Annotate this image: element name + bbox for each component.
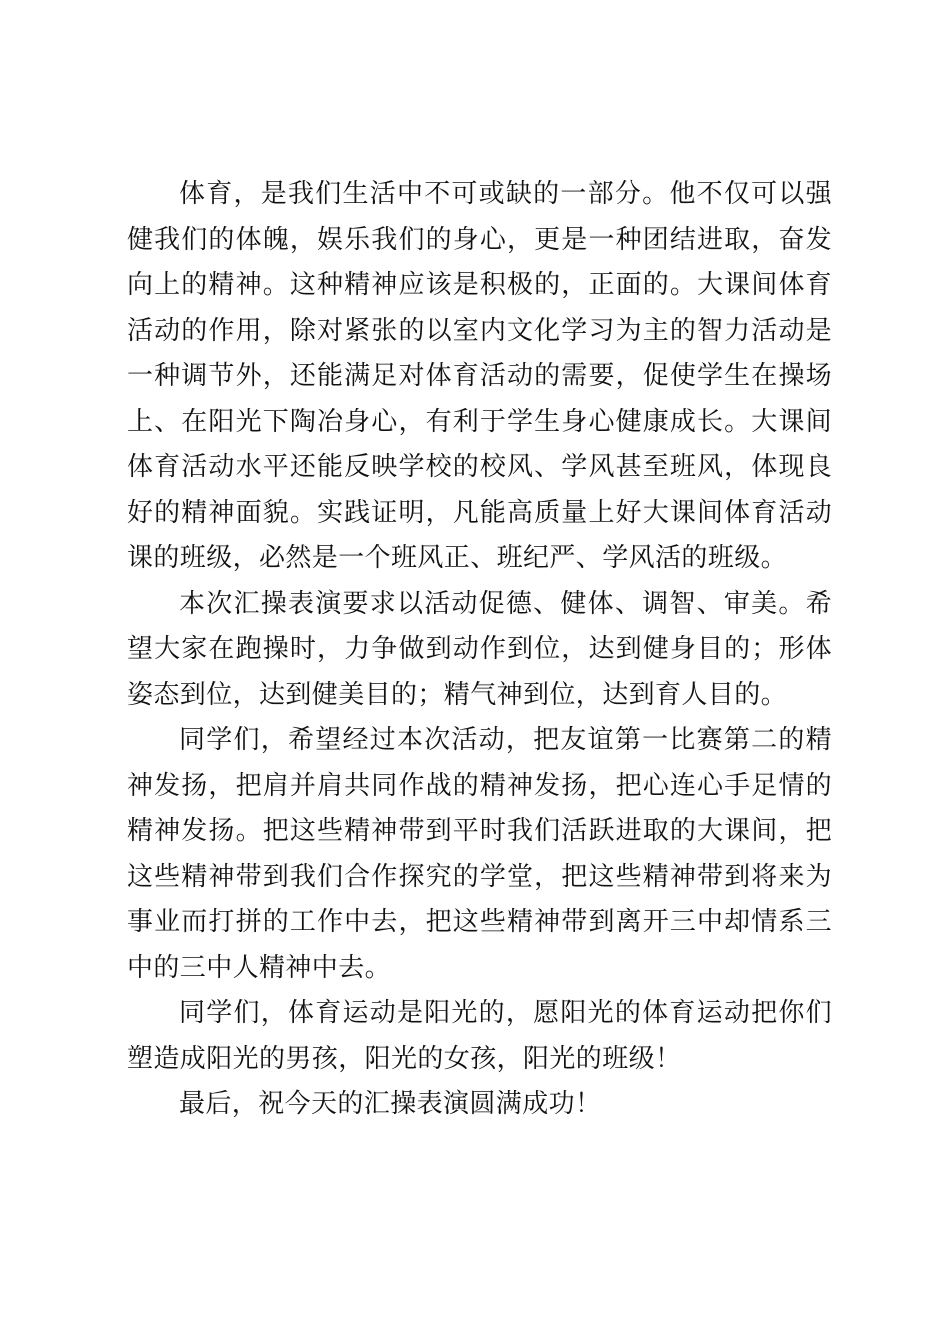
paragraph-5: 最后，祝今天的汇操表演圆满成功！ <box>179 1089 602 1119</box>
paragraph-1: 体育，是我们生活中不可或缺的一部分。他不仅可以强健我们的体魄，娱乐我们的身心，更是一种团结进取，奋发向上的精神。这种精神应该是积极的，正面的。大课间体育活动的作用，除对紧张的以室内文化学习为主的智力活动是一种调节外，还能满足对体育活动的需要，促使学生在操场上、在阳光下陶冶身心，有利于学生身心健康成长。大课间体育活动水平还能反映学校的校风、学风甚至班风，体现良好的精神面貌。实践证明，凡能高质量上好大课间体育活动课的班级，必然是一个班风正、班纪严、学风活的班级。 <box>127 179 832 573</box>
paragraph-3: 同学们，希望经过本次活动，把友谊第一比赛第二的精神发扬，把肩并肩共同作战的精神发扬，把心连心手足情的精神发扬。把这些精神带到平时我们活跃进取的大课间，把这些精神带到我们合作探究的学堂，把这些精神带到将来为事业而打拼的工作中去，把这些精神带到离开三中却情系三中的三中人精神中去。 <box>127 725 832 983</box>
paragraph-4: 同学们，体育运动是阳光的，愿阳光的体育运动把你们塑造成阳光的男孩，阳光的女孩，阳光的班级！ <box>127 998 832 1074</box>
document-body <box>127 172 832 1128</box>
paragraph-2: 本次汇操表演要求以活动促德、健体、调智、审美。希望大家在跑操时，力争做到动作到位，达到健身目的；形体姿态到位，达到健美目的；精气神到位，达到育人目的。 <box>127 588 832 710</box>
